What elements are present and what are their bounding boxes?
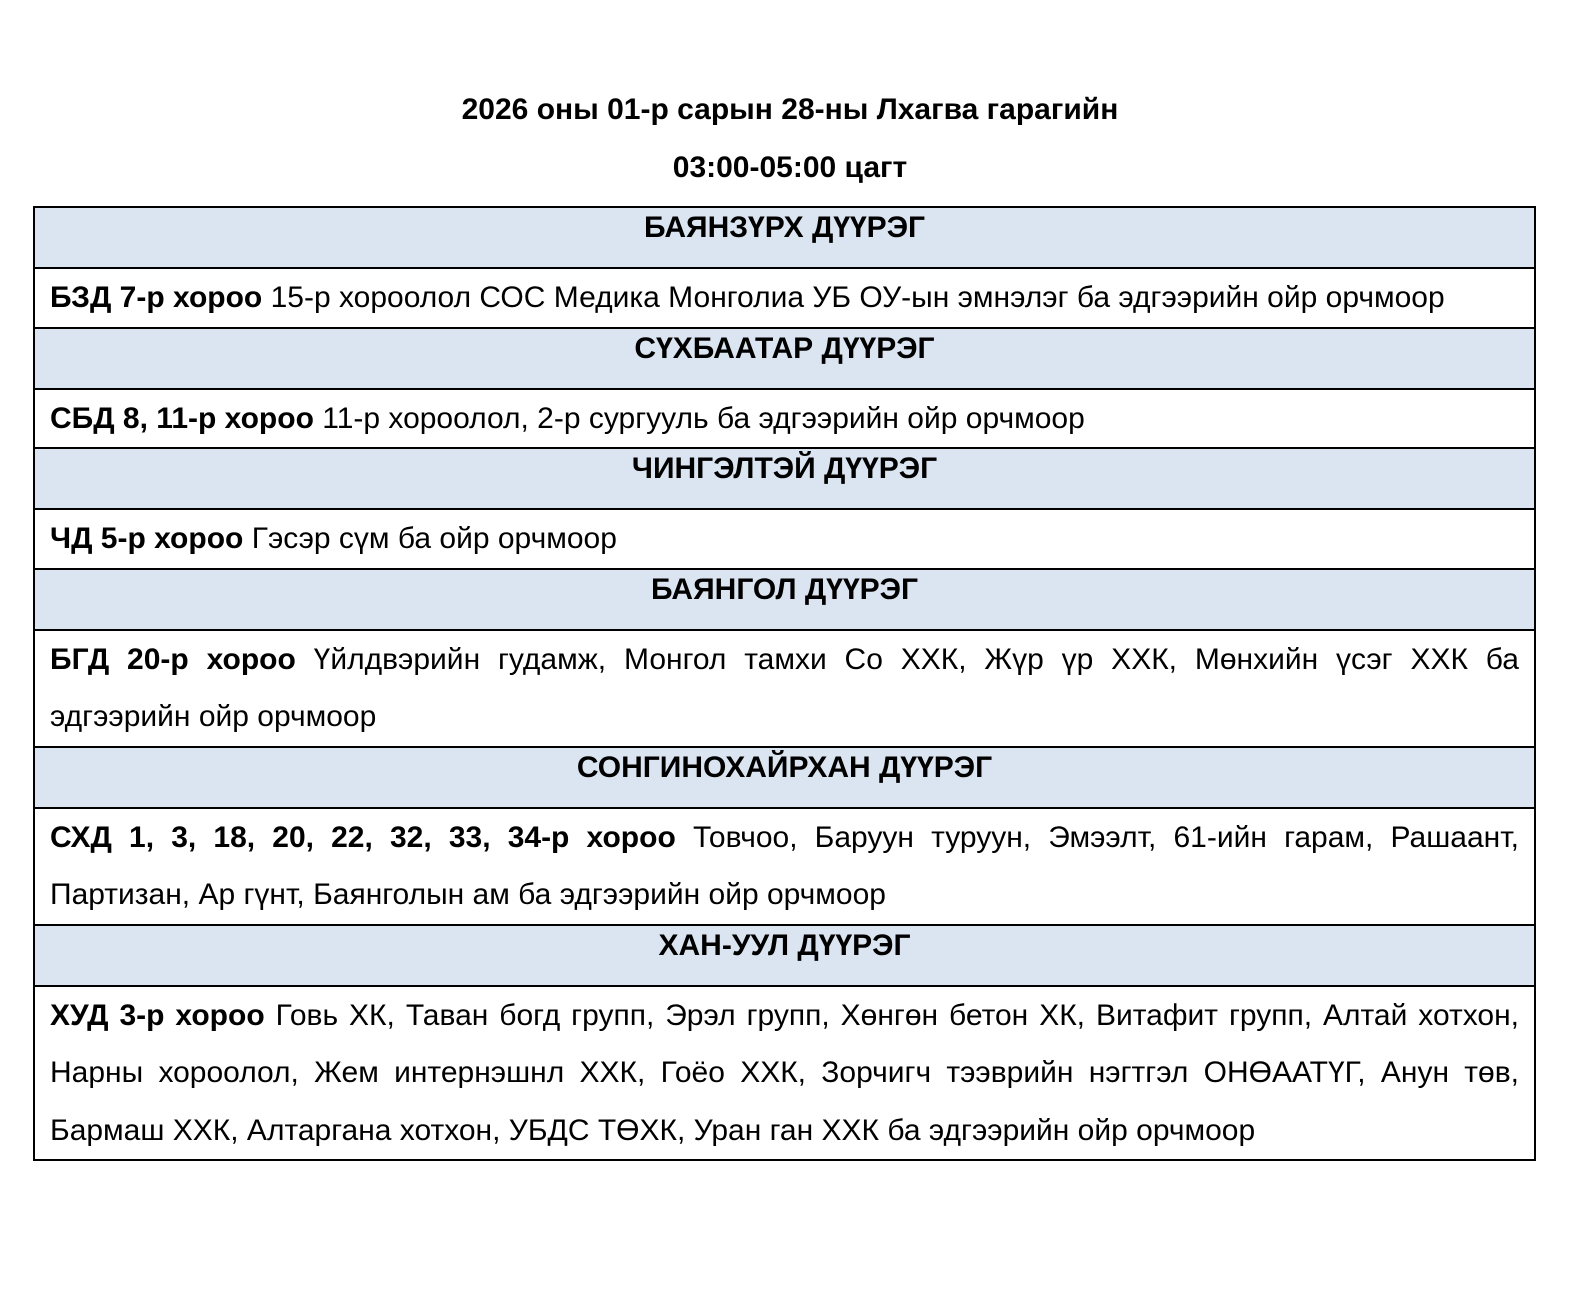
khoroo-code: СБД 8, 11-р хороо (50, 401, 314, 435)
area-list: 15-р хороолол СОС Медика Монголиа УБ ОУ-ын эмнэлэг ба эдгээрийн ойр орчмоор (270, 281, 1445, 314)
district-areas-row (34, 986, 1535, 1161)
area-list: 11-р хороолол, 2-р сургууль ба эдгээрийн ойр орчмоор (322, 401, 1085, 435)
district-name: БАЯНГОЛ ДҮҮРЭГ (34, 569, 1535, 630)
time-range: 03:00-05:00 цагт (672, 151, 908, 184)
district-name: СҮХБААТАР ДҮҮРЭГ (34, 328, 1535, 389)
district-areas-row (34, 509, 1535, 569)
district-header-row (34, 448, 1535, 509)
district-areas-row (34, 808, 1535, 925)
khoroo-code: БЗД 7-р хороо (50, 281, 263, 314)
outage-schedule-table (33, 206, 1536, 1161)
area-cell (34, 630, 1535, 747)
khoroo-code: ХУД 3-р хороо (50, 998, 265, 1032)
area-cell (34, 509, 1535, 569)
district-areas-row (34, 630, 1535, 747)
area-list: Говь ХК, Таван богд групп, Эрэл групп, Хөнгөн бетон ХК, Витафит групп, Алтай хотхон, Нарны хороолол, Жем интернэшнл ХХК, Гоёо ХХК, Зорчигч тээврийн нэгтгэл ОНӨААТҮГ, Анун төв, Бармаш ХХК, Алтаргана хотхон, УБДС ТӨХК, Уран ган ХХК ба эдгээрийн ойр орчмоор (50, 998, 1519, 1147)
district-name: СОНГИНОХАЙРХАН ДҮҮРЭГ (34, 747, 1535, 808)
district-name: ЧИНГЭЛТЭЙ ДҮҮРЭГ (34, 448, 1535, 509)
district-header-row (34, 569, 1535, 630)
area-cell (34, 268, 1535, 328)
area-cell (34, 986, 1535, 1161)
district-header-row (34, 925, 1535, 986)
document-title: 2026 оны 01-р сарын 28-ны Лхагва гарагийн (461, 93, 1119, 126)
area-list: Гэсэр сүм ба ойр орчмоор (251, 522, 617, 555)
khoroo-code: ЧД 5-р хороо (50, 522, 244, 555)
khoroo-code: БГД 20-р хороо (50, 642, 296, 676)
area-list: Товчоо, Баруун туруун, Эмээлт, 61-ийн гарам, Рашаант, Партизан, Ар гүнт, Баянголын ам ба эдгээрийн ойр орчмоор (50, 820, 1519, 911)
district-header-row (34, 328, 1535, 389)
area-cell (34, 808, 1535, 925)
district-areas-row (34, 389, 1535, 449)
area-list: Үйлдвэрийн гудамж, Монгол тамхи Со ХХК, Жүр үр ХХК, Мөнхийн үсэг ХХК ба эдгээрийн ойр орчмоор (50, 642, 1519, 733)
district-header-row (34, 747, 1535, 808)
district-areas-row (34, 268, 1535, 328)
district-name: БАЯНЗҮРХ ДҮҮРЭГ (34, 207, 1535, 268)
area-cell (34, 389, 1535, 449)
district-header-row (34, 207, 1535, 268)
khoroo-code: СХД 1, 3, 18, 20, 22, 32, 33, 34-р хороо (50, 820, 676, 854)
district-name: ХАН-УУЛ ДҮҮРЭГ (34, 925, 1535, 986)
